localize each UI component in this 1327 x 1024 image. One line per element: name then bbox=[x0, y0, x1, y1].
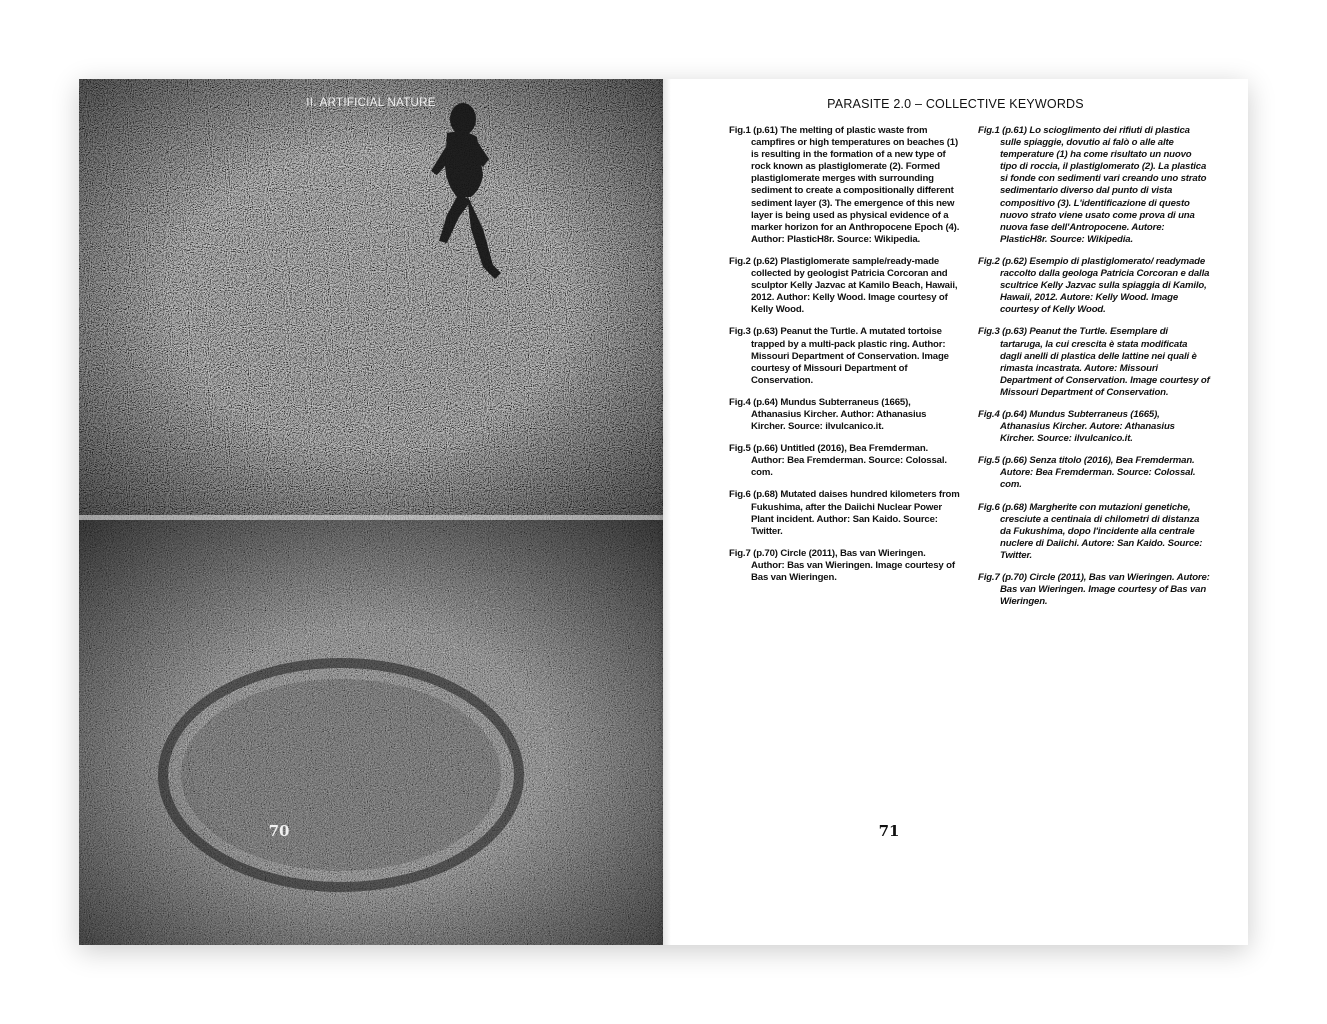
captions-english bbox=[729, 125, 961, 594]
page-number-left: 70 bbox=[268, 822, 290, 840]
running-figure-photo bbox=[79, 79, 663, 520]
section-title: II. ARTIFICIAL NATURE bbox=[306, 97, 436, 109]
caption-entry: Fig.7 (p.70) Circle (2011), Bas van Wieringen. Author: Bas van Wieringen. Image courtesy of Bas van Wieringen. bbox=[729, 547, 955, 583]
caption-entry: Fig.2 (p.62) Plastiglomerate sample/ready-made collected by geologist Patricia Corcoran and sculptor Kelly Jazvac at Kamilo Beach, Hawaii, 2012. Author: Kelly Wood. Image courtesy of Kelly Wood. bbox=[729, 255, 958, 316]
left-page bbox=[79, 79, 663, 945]
caption-entry: Fig.4 (p.64) Mundus Subterraneus (1665), Athanasius Kircher. Autore: Athanasius Kircher. Source: ilvulcanico.it. bbox=[978, 408, 1175, 445]
caption-entry: Fig.3 (p.63) Peanut the Turtle. Esemplare di tartaruga, la cui crescita è stata modificata dagli anelli di plastica delle lattine nei quali è rimasta incastrata. Autore: Missouri Department of Conservation. Image courtesy of Missouri Department of Conservation. bbox=[978, 326, 1210, 398]
circle-track-photo bbox=[79, 520, 663, 945]
caption-entry: Fig.2 (p.62) Esempio di plastiglomerato/ readymade raccolto dalla geologa Patricia Corcoran e dalla scultrice Kelly Jazvac sulla spiaggia di Kamilo, Hawaii, 2012. Autore: Kelly Wood. Image courtesy of Kelly Wood. bbox=[978, 255, 1210, 316]
captions-italian bbox=[978, 125, 1210, 618]
caption-entry: Fig.7 (p.70) Circle (2011), Bas van Wieringen. Autore: Bas van Wieringen. Image courtesy of Bas van Wieringen. bbox=[978, 572, 1210, 608]
caption-entry: Fig.1 (p.61) Lo scioglimento dei rifiuti di plastica sulle spiaggie, dovutio ai falò o alle alte temperature (1) ha come risultato un nuovo tipo di roccia, il plastiglomerato (2). La plastica si fonde con sedimenti vari creando uno strato sedimentario diverso dal punto di vista compositivo (3). L'identificazione di questo nuovo strato viene usato come prova di una nuova fase dell'Antropocene. Autore: PlasticH8r. Source: Wikipedia. bbox=[978, 125, 1207, 245]
caption-entry: Fig.3 (p.63) Peanut the Turtle. A mutated tortoise trapped by a multi-pack plastic ring. Author: Missouri Department of Conservation. Image courtesy of Missouri Department of Conservation. bbox=[729, 326, 949, 386]
caption-entry: Fig.1 (p.61) The melting of plastic waste from campfires or high temperatures on beaches (1) is resulting in the formation of a new type of rock known as plastiglomerate (2). Formed plastiglomerate merges with surrounding sediment to create a compositionally different sediment layer (3). The emergence of this new layer is being used as physical evidence of a marker horizon for an Anthropocene Epoch (4). Author: PlasticH8r. Source: Wikipedia. bbox=[729, 125, 960, 245]
page-title: PARASITE 2.0 – COLLECTIVE KEYWORDS bbox=[827, 97, 1084, 111]
caption-entry: Fig.6 (p.68) Margherite con mutazioni genetiche, cresciute a centinaia di chilometri di distanza da Fukushima, dopo l'incidente alla centrale nuclere di Daiichi. Autore: San Kaido. Source: Twitter. bbox=[978, 501, 1203, 561]
page-number-right: 71 bbox=[878, 822, 900, 840]
caption-entry: Fig.5 (p.66) Senza titolo (2016), Bea Fremderman. Autore: Bea Fremderman. Source: Colossal. com. bbox=[978, 455, 1196, 491]
caption-entry: Fig.4 (p.64) Mundus Subterraneus (1665), Athanasius Kircher. Author: Athanasius Kircher. Source: ilvulcanico.it. bbox=[729, 396, 927, 433]
caption-entry: Fig.5 (p.66) Untitled (2016), Bea Fremderman. Author: Bea Fremderman. Source: Colossal. com. bbox=[729, 443, 947, 479]
caption-entry: Fig.6 (p.68) Mutated daises hundred kilometers from Fukushima, after the Daiichi Nuclear Power Plant incident. Author: San Kaido. Source: Twitter. bbox=[729, 489, 960, 537]
